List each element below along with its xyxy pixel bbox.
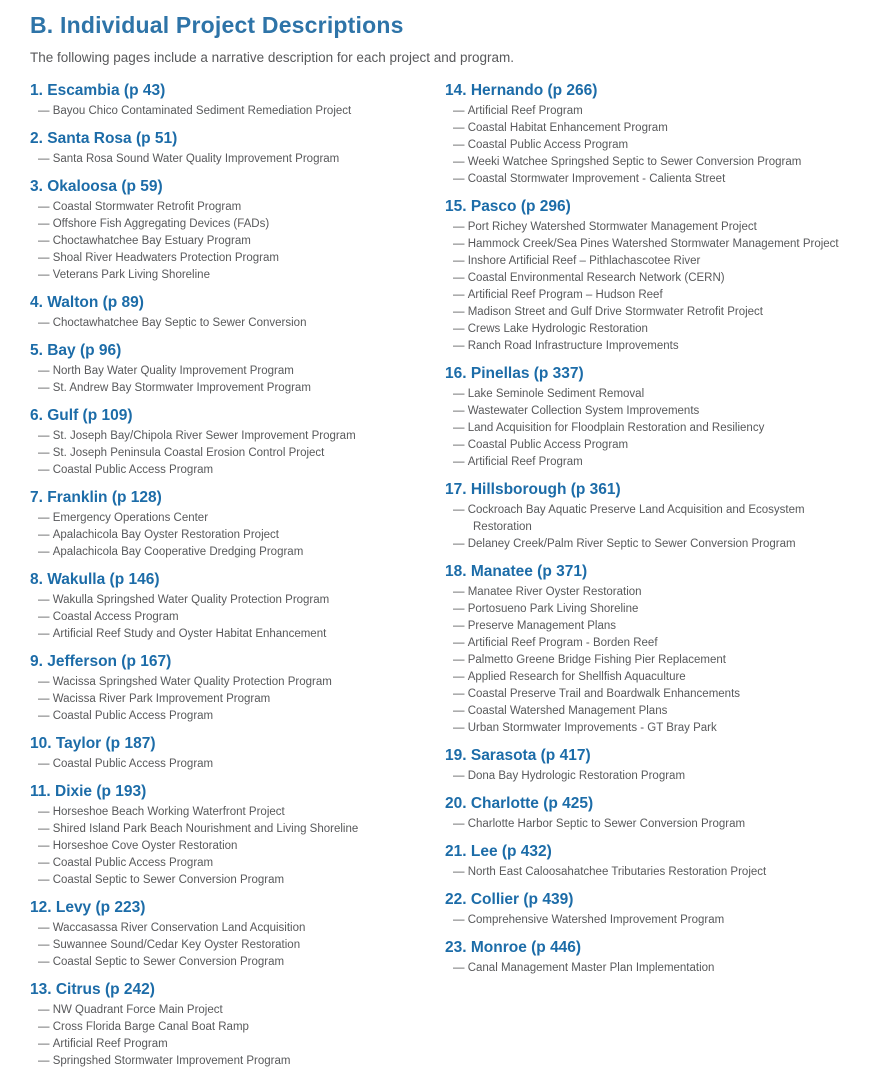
project-list [30,756,445,773]
project-list [30,199,445,284]
project-item: — NW Quadrant Force Main Project [38,1002,445,1019]
left-column [30,81,445,1079]
county-section [445,364,862,471]
project-item: — Applied Research for Shellfish Aquaculture [453,669,862,686]
project-item: — Coastal Septic to Sewer Conversion Program [38,872,445,889]
county-section [30,734,445,773]
project-item: — Veterans Park Living Shoreline [38,267,445,284]
project-item: — Artificial Reef Program [453,454,862,471]
county-section [445,746,862,785]
project-item: — Inshore Artificial Reef – Pithlachascotee River [453,253,862,270]
county-heading: 18. Manatee (p 371) [445,563,588,580]
project-item: — Coastal Public Access Program [453,437,862,454]
county-section [445,890,862,929]
right-column [445,81,862,986]
project-item: — Horseshoe Beach Working Waterfront Project [38,804,445,821]
project-item: — Artificial Reef Study and Oyster Habitat Enhancement [38,626,445,643]
project-item: — Urban Stormwater Improvements - GT Bray Park [453,720,862,737]
county-heading: 3. Okaloosa (p 59) [30,178,163,195]
project-item: — Madison Street and Gulf Drive Stormwater Retrofit Project [453,304,862,321]
two-column-layout [30,81,862,1079]
county-heading: 5. Bay (p 96) [30,342,122,359]
county-heading: 9. Jefferson (p 167) [30,653,172,670]
project-item: — Coastal Stormwater Retrofit Program [38,199,445,216]
project-item: — Hammock Creek/Sea Pines Watershed Stormwater Management Project [453,236,862,253]
project-item: — Emergency Operations Center [38,510,445,527]
county-heading: 14. Hernando (p 266) [445,82,598,99]
county-section [30,341,445,397]
project-item: — Dona Bay Hydrologic Restoration Program [453,768,862,785]
county-heading: 1. Escambia (p 43) [30,82,166,99]
project-item: — Artificial Reef Program - Borden Reef [453,635,862,652]
project-item: — Canal Management Master Plan Implementation [453,960,862,977]
county-heading: 20. Charlotte (p 425) [445,795,594,812]
project-item: — Port Richey Watershed Stormwater Management Project [453,219,862,236]
page-title: B. Individual Project Descriptions [30,12,404,38]
project-item: — Lake Seminole Sediment Removal [453,386,862,403]
project-item: — Horseshoe Cove Oyster Restoration [38,838,445,855]
county-section [445,197,862,355]
project-item: — Coastal Environmental Research Network (CERN) [453,270,862,287]
project-item: — Cockroach Bay Aquatic Preserve Land Acquisition and Ecosystem Restoration [453,502,862,536]
project-list [445,912,862,929]
county-section [30,782,445,889]
project-item: — Comprehensive Watershed Improvement Program [453,912,862,929]
county-heading: 13. Citrus (p 242) [30,981,155,998]
project-item: — Portosueno Park Living Shoreline [453,601,862,618]
project-item: — Coastal Public Access Program [38,855,445,872]
project-list [445,864,862,881]
project-list [30,804,445,889]
project-list [30,428,445,479]
project-item: — Artificial Reef Program – Hudson Reef [453,287,862,304]
project-list [30,363,445,397]
project-list [445,816,862,833]
county-heading: 21. Lee (p 432) [445,843,552,860]
county-heading: 16. Pinellas (p 337) [445,365,584,382]
county-heading: 17. Hillsborough (p 361) [445,481,621,498]
project-item: — Artificial Reef Program [38,1036,445,1053]
county-section [30,293,445,332]
project-item: — Shoal River Headwaters Protection Program [38,250,445,267]
project-item: — Waccasassa River Conservation Land Acquisition [38,920,445,937]
project-list [445,502,862,553]
project-item: — Preserve Management Plans [453,618,862,635]
project-list [30,1002,445,1070]
county-section [30,570,445,643]
project-item: — Apalachicola Bay Cooperative Dredging Program [38,544,445,561]
project-item: — Coastal Public Access Program [453,137,862,154]
project-list [445,584,862,737]
project-item: — Apalachicola Bay Oyster Restoration Project [38,527,445,544]
county-section [30,81,445,120]
project-item: — St. Joseph Peninsula Coastal Erosion Control Project [38,445,445,462]
project-item: — Santa Rosa Sound Water Quality Improvement Program [38,151,445,168]
project-list [30,510,445,561]
project-list [30,315,445,332]
project-item: — Cross Florida Barge Canal Boat Ramp [38,1019,445,1036]
project-item: — Suwannee Sound/Cedar Key Oyster Restoration [38,937,445,954]
project-item: — Coastal Public Access Program [38,708,445,725]
county-section [30,898,445,971]
county-heading: 11. Dixie (p 193) [30,783,147,800]
project-list [445,960,862,977]
project-item: — Wacissa River Park Improvement Program [38,691,445,708]
project-list [445,103,862,188]
county-section [445,81,862,188]
project-item: — North Bay Water Quality Improvement Program [38,363,445,380]
project-item: — Weeki Watchee Springshed Septic to Sewer Conversion Program [453,154,862,171]
project-list [445,768,862,785]
page-subtitle: The following pages include a narrative description for each project and program. [30,50,515,65]
county-section [445,938,862,977]
county-section [30,406,445,479]
project-item: — Wastewater Collection System Improvements [453,403,862,420]
project-list [30,592,445,643]
project-list [30,103,445,120]
project-item: — Coastal Preserve Trail and Boardwalk Enhancements [453,686,862,703]
project-item: — Land Acquisition for Floodplain Restoration and Resiliency [453,420,862,437]
project-item: — Coastal Stormwater Improvement - Calienta Street [453,171,862,188]
county-section [445,794,862,833]
project-item: — Choctawhatchee Bay Septic to Sewer Conversion [38,315,445,332]
county-section [445,562,862,737]
county-section [30,980,445,1070]
county-heading: 15. Pasco (p 296) [445,198,571,215]
county-heading: 22. Collier (p 439) [445,891,574,908]
project-item: — Manatee River Oyster Restoration [453,584,862,601]
county-section [445,480,862,553]
project-list [30,674,445,725]
project-item: — Bayou Chico Contaminated Sediment Remediation Project [38,103,445,120]
project-item: — Coastal Public Access Program [38,462,445,479]
county-heading: 4. Walton (p 89) [30,294,144,311]
project-item: — Coastal Habitat Enhancement Program [453,120,862,137]
project-item: — Delaney Creek/Palm River Septic to Sewer Conversion Program [453,536,862,553]
county-section [30,129,445,168]
project-item: — Shired Island Park Beach Nourishment and Living Shoreline [38,821,445,838]
county-heading: 19. Sarasota (p 417) [445,747,591,764]
project-list [30,920,445,971]
project-item: — Coastal Septic to Sewer Conversion Program [38,954,445,971]
project-item: — Wacissa Springshed Water Quality Protection Program [38,674,445,691]
county-heading: 12. Levy (p 223) [30,899,146,916]
project-item: — Palmetto Greene Bridge Fishing Pier Replacement [453,652,862,669]
county-section [30,652,445,725]
project-list [30,151,445,168]
county-heading: 7. Franklin (p 128) [30,489,162,506]
project-item: — Crews Lake Hydrologic Restoration [453,321,862,338]
project-list [445,386,862,471]
project-item: — Choctawhatchee Bay Estuary Program [38,233,445,250]
county-section [445,842,862,881]
project-item: — Ranch Road Infrastructure Improvements [453,338,862,355]
project-item: — Wakulla Springshed Water Quality Protection Program [38,592,445,609]
county-heading: 2. Santa Rosa (p 51) [30,130,178,147]
project-item: — North East Caloosahatchee Tributaries Restoration Project [453,864,862,881]
project-list [445,219,862,355]
county-section [30,488,445,561]
project-item: — Coastal Public Access Program [38,756,445,773]
county-heading: 10. Taylor (p 187) [30,735,156,752]
county-section [30,177,445,284]
project-item: — Springshed Stormwater Improvement Program [38,1053,445,1070]
project-item: — St. Joseph Bay/Chipola River Sewer Improvement Program [38,428,445,445]
project-item: — Charlotte Harbor Septic to Sewer Conversion Program [453,816,862,833]
project-item: — St. Andrew Bay Stormwater Improvement Program [38,380,445,397]
project-item: — Coastal Access Program [38,609,445,626]
county-heading: 23. Monroe (p 446) [445,939,582,956]
project-item: — Offshore Fish Aggregating Devices (FADs) [38,216,445,233]
project-item: — Artificial Reef Program [453,103,862,120]
county-heading: 6. Gulf (p 109) [30,407,133,424]
county-heading: 8. Wakulla (p 146) [30,571,160,588]
project-item: — Coastal Watershed Management Plans [453,703,862,720]
